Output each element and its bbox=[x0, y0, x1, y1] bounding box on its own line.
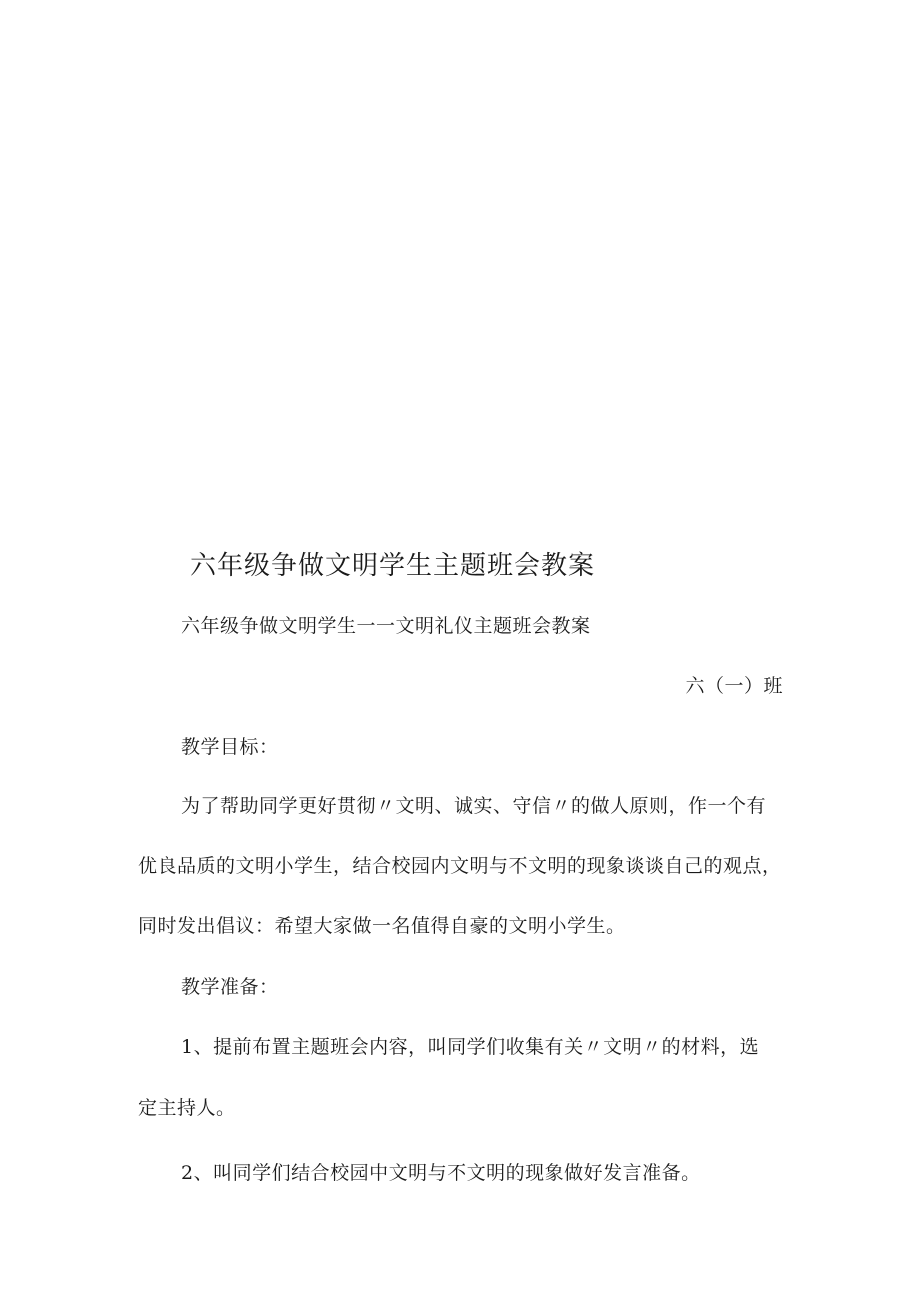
prep-item-1-line-1: 1、提前布置主题班会内容，叫同学们收集有关〃文明〃的材料，选 bbox=[181, 1036, 760, 1058]
prep-heading: 教学准备： bbox=[181, 976, 279, 998]
goals-paragraph-line-3: 同时发出倡议：希望大家做一名值得自豪的文明小学生。 bbox=[138, 915, 626, 937]
document-subtitle: 六年级争做文明学生一一文明礼仪主题班会教案 bbox=[181, 615, 591, 637]
goals-paragraph-line-1: 为了帮助同学更好贯彻〃文明、诚实、守信〃的做人原则，作一个有 bbox=[181, 795, 767, 817]
prep-item-1-line-2: 定主持人。 bbox=[138, 1097, 236, 1119]
goals-paragraph-line-2: 优良品质的文明小学生，结合校园内文明与不文明的现象谈谈自己的观点， bbox=[138, 855, 782, 877]
document-title: 六年级争做文明学生主题班会教案 bbox=[190, 551, 596, 581]
goals-heading: 教学目标： bbox=[181, 736, 279, 758]
prep-item-2: 2、叫同学们结合校园中文明与不文明的现象做好发言准备。 bbox=[181, 1162, 701, 1184]
class-label: 六（一）班 bbox=[685, 675, 783, 697]
